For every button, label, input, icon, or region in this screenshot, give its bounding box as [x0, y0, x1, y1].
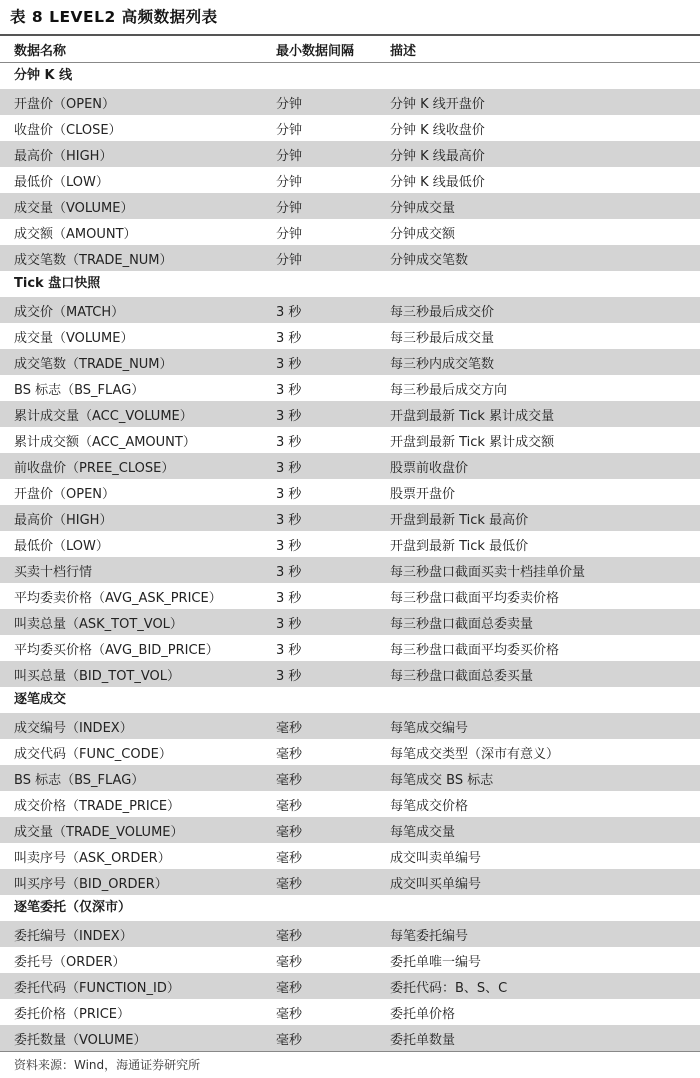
cell-description: 开盘到最新 Tick 最低价: [390, 538, 529, 554]
header-interval: 最小数据间隔: [276, 43, 355, 59]
cell-description: 委托单价格: [390, 1006, 456, 1022]
cell-name: 累计成交额（ACC_AMOUNT）: [14, 434, 196, 450]
cell-interval: 毫秒: [276, 876, 303, 892]
table-row: [0, 167, 700, 193]
cell-interval: 3 秒: [276, 616, 302, 632]
table-row: [0, 791, 700, 817]
cell-description: 每笔成交编号: [390, 720, 469, 736]
section-heading: 逐笔成交: [0, 687, 700, 713]
cell-interval: 3 秒: [276, 330, 302, 346]
cell-name: 开盘价（OPEN）: [14, 96, 116, 112]
cell-description: 分钟 K 线最低价: [390, 174, 485, 190]
cell-name: 开盘价（OPEN）: [14, 486, 116, 502]
cell-name: 叫卖总量（ASK_TOT_VOL）: [14, 616, 183, 632]
cell-name: 委托号（ORDER）: [14, 954, 126, 970]
cell-description: 每三秒内成交笔数: [390, 356, 495, 372]
cell-description: 每笔成交类型（深市有意义）: [390, 746, 560, 762]
cell-description: 分钟 K 线收盘价: [390, 122, 485, 138]
cell-name: 平均委卖价格（AVG_ASK_PRICE）: [14, 590, 222, 606]
table-row: [0, 713, 700, 739]
cell-name: 最高价（HIGH）: [14, 148, 113, 164]
cell-name: 成交量（VOLUME）: [14, 200, 134, 216]
cell-interval: 3 秒: [276, 356, 302, 372]
cell-name: 成交价（MATCH）: [14, 304, 125, 320]
cell-description: 每三秒最后成交量: [390, 330, 495, 346]
cell-name: 买卖十档行情: [14, 564, 93, 580]
header-name: 数据名称: [14, 43, 67, 59]
cell-name: 叫买总量（BID_TOT_VOL）: [14, 668, 181, 684]
cell-name: 成交额（AMOUNT）: [14, 226, 137, 242]
cell-name: 委托价格（PRICE）: [14, 1006, 130, 1022]
cell-description: 成交叫卖单编号: [390, 850, 482, 866]
table-row: [0, 531, 700, 557]
cell-name: 成交代码（FUNC_CODE）: [14, 746, 172, 762]
cell-interval: 毫秒: [276, 1032, 303, 1048]
table-title: 表 8 LEVEL2 高频数据列表: [10, 8, 218, 26]
table-row: [0, 245, 700, 271]
cell-name: 平均委买价格（AVG_BID_PRICE）: [14, 642, 219, 658]
table-row: [0, 583, 700, 609]
cell-interval: 3 秒: [276, 408, 302, 424]
table-row: [0, 817, 700, 843]
cell-interval: 3 秒: [276, 564, 302, 580]
table-row: [0, 505, 700, 531]
cell-description: 委托单数量: [390, 1032, 456, 1048]
cell-description: 分钟成交笔数: [390, 252, 469, 268]
table-row: [0, 973, 700, 999]
cell-description: 股票前收盘价: [390, 460, 469, 476]
table-row: [0, 219, 700, 245]
cell-name: 委托编号（INDEX）: [14, 928, 133, 944]
cell-name: 成交笔数（TRADE_NUM）: [14, 252, 173, 268]
cell-interval: 毫秒: [276, 798, 303, 814]
cell-description: 每三秒盘口截面总委买量: [390, 668, 534, 684]
cell-description: 每三秒盘口截面平均委卖价格: [390, 590, 560, 606]
cell-description: 股票开盘价: [390, 486, 456, 502]
cell-name: 前收盘价（PREE_CLOSE）: [14, 460, 175, 476]
cell-interval: 3 秒: [276, 460, 302, 476]
table-body: [0, 63, 700, 1051]
table-row: [0, 843, 700, 869]
table-row: [0, 557, 700, 583]
cell-name: 最低价（LOW）: [14, 174, 109, 190]
cell-interval: 3 秒: [276, 590, 302, 606]
table-row: [0, 479, 700, 505]
cell-description: 每笔成交 BS 标志: [390, 772, 494, 788]
cell-interval: 3 秒: [276, 668, 302, 684]
cell-name: 成交价格（TRADE_PRICE）: [14, 798, 181, 814]
table-row: [0, 349, 700, 375]
cell-name: 成交量（VOLUME）: [14, 330, 134, 346]
cell-interval: 分钟: [276, 96, 303, 112]
section-heading: Tick 盘口快照: [0, 271, 700, 297]
cell-name: 最低价（LOW）: [14, 538, 109, 554]
table-row: [0, 765, 700, 791]
cell-name: 收盘价（CLOSE）: [14, 122, 122, 138]
cell-interval: 毫秒: [276, 928, 303, 944]
table-row: [0, 739, 700, 765]
cell-interval: 毫秒: [276, 980, 303, 996]
cell-description: 开盘到最新 Tick 累计成交额: [390, 434, 555, 450]
cell-description: 开盘到最新 Tick 最高价: [390, 512, 529, 528]
cell-description: 每三秒盘口截面平均委买价格: [390, 642, 560, 658]
table-row: [0, 193, 700, 219]
cell-interval: 3 秒: [276, 304, 302, 320]
cell-name: 成交量（TRADE_VOLUME）: [14, 824, 184, 840]
cell-name: 成交编号（INDEX）: [14, 720, 133, 736]
cell-name: 叫买序号（BID_ORDER）: [14, 876, 168, 892]
table-row: [0, 427, 700, 453]
cell-interval: 毫秒: [276, 850, 303, 866]
table-row: [0, 609, 700, 635]
cell-description: 每三秒盘口截面总委卖量: [390, 616, 534, 632]
cell-interval: 3 秒: [276, 538, 302, 554]
table-row: [0, 999, 700, 1025]
cell-interval: 毫秒: [276, 746, 303, 762]
cell-description: 委托单唯一编号: [390, 954, 482, 970]
cell-interval: 分钟: [276, 174, 303, 190]
header-description: 描述: [390, 43, 417, 59]
cell-interval: 3 秒: [276, 512, 302, 528]
cell-interval: 毫秒: [276, 720, 303, 736]
table-row: [0, 89, 700, 115]
cell-description: 分钟 K 线开盘价: [390, 96, 485, 112]
section-heading: 逐笔委托（仅深市）: [0, 895, 700, 921]
cell-interval: 3 秒: [276, 486, 302, 502]
cell-interval: 分钟: [276, 122, 303, 138]
table-row: [0, 921, 700, 947]
cell-description: 每三秒最后成交价: [390, 304, 495, 320]
cell-interval: 3 秒: [276, 382, 302, 398]
cell-interval: 毫秒: [276, 1006, 303, 1022]
table-row: [0, 401, 700, 427]
table-row: [0, 453, 700, 479]
cell-description: 开盘到最新 Tick 累计成交量: [390, 408, 555, 424]
table-row: [0, 1025, 700, 1051]
cell-description: 每笔成交价格: [390, 798, 469, 814]
cell-description: 每三秒盘口截面买卖十档挂单价量: [390, 564, 586, 580]
cell-description: 分钟成交量: [390, 200, 456, 216]
source-note: 资料来源：Wind，海通证券研究所: [14, 1058, 201, 1072]
cell-interval: 3 秒: [276, 434, 302, 450]
cell-interval: 分钟: [276, 148, 303, 164]
cell-name: 委托数量（VOLUME）: [14, 1032, 147, 1048]
section-heading: 分钟 K 线: [0, 63, 700, 89]
cell-interval: 毫秒: [276, 824, 303, 840]
cell-interval: 毫秒: [276, 772, 303, 788]
cell-name: 叫卖序号（ASK_ORDER）: [14, 850, 171, 866]
cell-interval: 分钟: [276, 226, 303, 242]
cell-interval: 分钟: [276, 200, 303, 216]
cell-name: 委托代码（FUNCTION_ID）: [14, 980, 180, 996]
cell-name: BS 标志（BS_FLAG）: [14, 382, 145, 398]
cell-description: 每笔成交量: [390, 824, 456, 840]
cell-interval: 分钟: [276, 252, 303, 268]
table-header: [0, 36, 700, 63]
cell-name: 最高价（HIGH）: [14, 512, 113, 528]
cell-name: 成交笔数（TRADE_NUM）: [14, 356, 173, 372]
table-row: [0, 115, 700, 141]
table-row: [0, 323, 700, 349]
table-row: [0, 947, 700, 973]
cell-description: 每三秒最后成交方向: [390, 382, 508, 398]
table-row: [0, 141, 700, 167]
cell-description: 每笔委托编号: [390, 928, 469, 944]
cell-description: 成交叫买单编号: [390, 876, 482, 892]
cell-description: 分钟成交额: [390, 226, 456, 242]
cell-interval: 毫秒: [276, 954, 303, 970]
cell-name: BS 标志（BS_FLAG）: [14, 772, 145, 788]
table-row: [0, 635, 700, 661]
table-row: [0, 375, 700, 401]
cell-description: 分钟 K 线最高价: [390, 148, 485, 164]
cell-description: 委托代码：B、S、C: [390, 980, 508, 996]
cell-interval: 3 秒: [276, 642, 302, 658]
table-row: [0, 297, 700, 323]
table-row: [0, 869, 700, 895]
cell-name: 累计成交量（ACC_VOLUME）: [14, 408, 193, 424]
table-row: [0, 661, 700, 687]
